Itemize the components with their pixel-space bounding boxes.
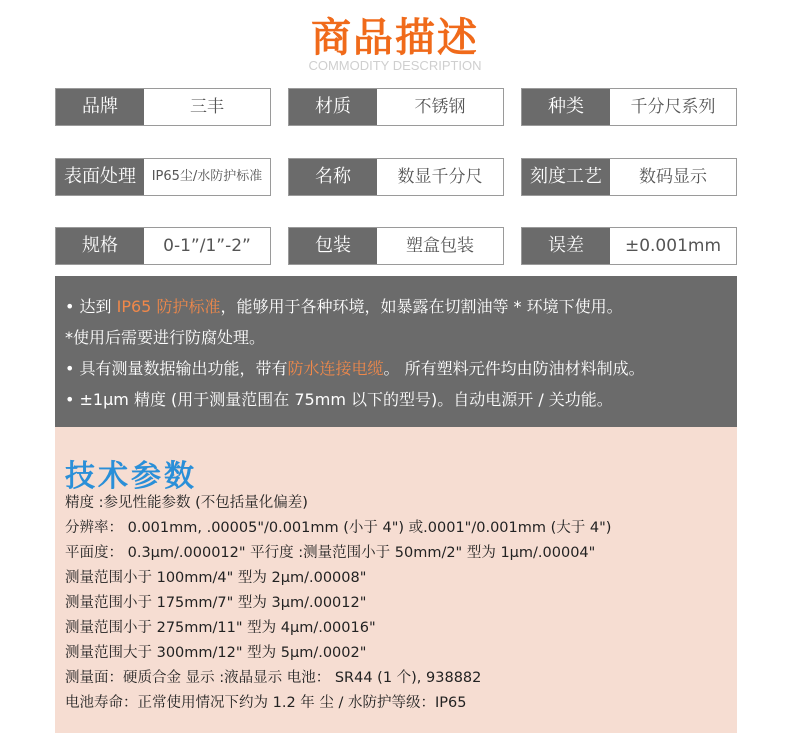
attr-value: 数显千分尺 — [397, 167, 483, 187]
section-title: 商品描述 — [311, 15, 479, 61]
feature-line: • 具有测量数据输出功能，带有防水连接电缆。 所有塑料元件均由防油材料制成。 — [65, 359, 645, 378]
attr-value: 塑盒包装 — [406, 236, 474, 256]
attr-label: 材质 — [289, 89, 377, 125]
attr-value: ±0.001mm — [624, 236, 722, 256]
attr-value: 千分尺系列 — [630, 97, 716, 117]
attr-value: 三丰 — [190, 97, 224, 117]
attr-label: 包装 — [289, 228, 377, 264]
feature-line: *使用后需要进行防腐处理。 — [65, 328, 266, 347]
feature-highlight: IP65 防护标准 — [116, 297, 221, 316]
feature-highlight: 防水连接电缆 — [287, 359, 384, 378]
spec-row: 测量范围小于 175mm/7" 型为 3μm/.00012" — [65, 595, 367, 611]
attr-value: IP65尘/水防护标准 — [151, 169, 263, 184]
section-header — [0, 0, 790, 80]
feature-line: • 达到 IP65 防护标准，能够用于各种环境，如暴露在切割油等 * 环境下使用。 — [65, 297, 623, 316]
attr-value: 不锈钢 — [414, 97, 466, 117]
spec-row: 测量范围小于 100mm/4" 型为 2μm/.00008" — [65, 570, 367, 586]
attr-surface — [55, 158, 271, 196]
attr-label: 误差 — [522, 228, 610, 264]
feature-line: • ±1μm 精度 (用于测量范围在 75mm 以下的型号)。自动电源开 / 关功能。 — [65, 390, 613, 409]
spec-row: 电池寿命：正常使用情况下约为 1.2 年 尘 / 水防护等级：IP65 — [65, 695, 467, 711]
spec-row: 分辨率： 0.001mm, .00005"/0.001mm (小于 4") 或.0001"/0.001mm (大于 4") — [65, 520, 612, 536]
attr-type — [521, 88, 737, 126]
attr-value: 数码显示 — [639, 167, 707, 187]
features-panel — [55, 276, 737, 427]
spec-row: 平面度： 0.3μm/.000012" 平行度 :测量范围小于 50mm/2" 型为 1μm/.00004" — [65, 545, 596, 561]
attr-label: 表面处理 — [56, 159, 144, 195]
attr-label: 品牌 — [56, 89, 144, 125]
attr-material — [288, 88, 504, 126]
section-subtitle: COMMODITY DESCRIPTION — [308, 58, 482, 73]
attr-value: 0-1”/1”-2” — [163, 236, 251, 256]
attr-label: 刻度工艺 — [522, 159, 610, 195]
attr-label: 规格 — [56, 228, 144, 264]
spec-row: 测量范围小于 275mm/11" 型为 4μm/.00016" — [65, 620, 376, 636]
spec-row: 测量范围大于 300mm/12" 型为 5μm/.0002" — [65, 645, 367, 661]
attr-package — [288, 227, 504, 265]
spec-row: 测量面：硬质合金 显示 :液晶显示 电池： SR44 (1 个), 938882 — [65, 670, 482, 686]
attr-name — [288, 158, 504, 196]
attr-spec — [55, 227, 271, 265]
attr-error — [521, 227, 737, 265]
attr-label: 名称 — [289, 159, 377, 195]
attr-brand — [55, 88, 271, 126]
specs-title: 技术参数 — [65, 459, 197, 494]
attr-label: 种类 — [522, 89, 610, 125]
specs-panel — [55, 427, 737, 733]
attr-scale — [521, 158, 737, 196]
spec-row: 精度 :参见性能参数 (不包括量化偏差) — [65, 495, 308, 511]
